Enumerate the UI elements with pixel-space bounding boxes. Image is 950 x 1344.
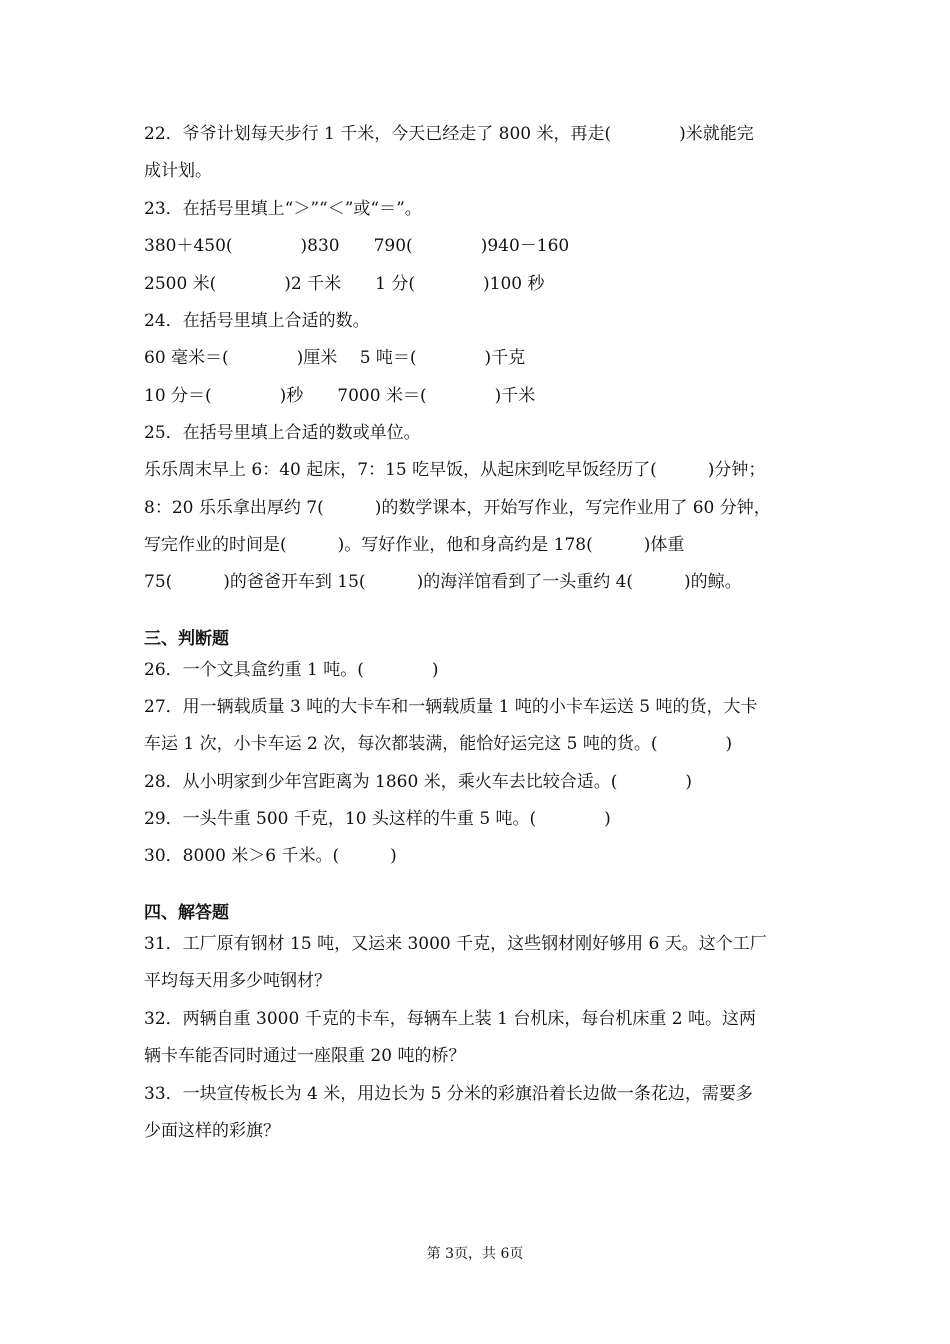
q32-line1: 32．两辆自重 3000 千克的卡车，每辆车上装 1 台机床，每台机床重 2 吨。这两 <box>144 1009 756 1029</box>
q25-line1: 乐乐周末早上 6：40 起床，7：15 吃早饭，从起床到吃早饭经历了( )分钟； <box>144 460 766 480</box>
q28: 28．从小明家到少年宫距离为 1860 米，乘火车去比较合适。( ) <box>144 772 692 792</box>
q24-row1: 60 毫米＝( )厘米 5 吨＝( )千克 <box>144 348 526 368</box>
q25-line4: 75( )的爸爸开车到 15( )的海洋馆看到了一头重约 4( )的鲸。 <box>144 572 742 592</box>
q23-row2: 2500 米( )2 千米 1 分( )100 秒 <box>144 274 545 294</box>
q29: 29．一头牛重 500 千克，10 头这样的牛重 5 吨。( ) <box>144 809 611 829</box>
q31-line1: 31．工厂原有钢材 15 吨，又运来 3000 千克，这些钢材刚好够用 6 天。这个工厂 <box>144 934 767 954</box>
q22-line2: 成计划。 <box>144 161 212 181</box>
q24-row2: 10 分＝( )秒 7000 米＝( )千米 <box>144 386 536 406</box>
q33-line2: 少面这样的彩旗？ <box>144 1121 280 1141</box>
q22-line1: 22．爷爷计划每天步行 1 千米，今天已经走了 800 米，再走( )米就能完 <box>144 124 754 144</box>
q26: 26．一个文具盒约重 1 吨。( ) <box>144 660 439 680</box>
q25-stem: 25．在括号里填上合适的数或单位。 <box>144 423 421 443</box>
q23-stem: 23．在括号里填上“＞”“＜”或“＝”。 <box>144 199 422 219</box>
q27-line2: 车运 1 次，小卡车运 2 次，每次都装满，能恰好运完这 5 吨的货。( ) <box>144 734 733 754</box>
section3-title: 三、判断题 <box>144 629 229 649</box>
q25-line3: 写完作业的时间是( )。写好作业，他和身高约是 178( )体重 <box>144 535 685 555</box>
q32-line2: 辆卡车能否同时通过一座限重 20 吨的桥？ <box>144 1046 466 1066</box>
q23-row1: 380＋450( )830 790( )940－160 <box>144 236 570 256</box>
q25-line2: 8：20 乐乐拿出厚约 7( )的数学课本，开始写作业，写完作业用了 60 分钟， <box>144 498 771 518</box>
section4-title: 四、解答题 <box>144 903 229 923</box>
page-footer: 第 3页，共 6页 <box>426 1246 524 1262</box>
q27-line1: 27．用一辆载质量 3 吨的大卡车和一辆载质量 1 吨的小卡车运送 5 吨的货，大卡 <box>144 697 758 717</box>
q33-line1: 33．一块宣传板长为 4 米，用边长为 5 分米的彩旗沿着长边做一条花边，需要多 <box>144 1084 753 1104</box>
q31-line2: 平均每天用多少吨钢材？ <box>144 971 331 991</box>
q30: 30．8000 米＞6 千米。( ) <box>144 846 397 866</box>
q24-stem: 24．在括号里填上合适的数。 <box>144 311 370 331</box>
